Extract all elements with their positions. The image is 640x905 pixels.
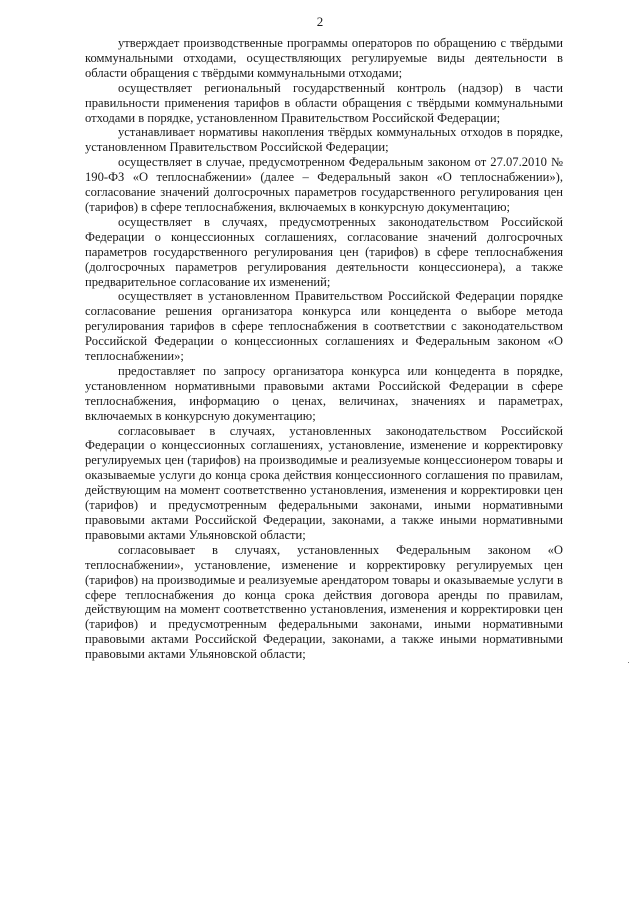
scan-speck: [628, 662, 629, 663]
paragraph-1: утверждает производственные программы операторов по обращению с твёрдыми коммунальными отходами, осуществляющих регулируемые виды деятельности в области обращения с твёрдыми коммунальными отходами;: [85, 36, 563, 80]
paragraph-8: согласовывает в случаях, установленных законодательством Российской Федерации о концессионных соглашениях, установление, изменение и корректировку регулируемых цен (тарифов) на производимые и реализуемые концессионером товары и оказываемые услуги до конца срока действия концессионного соглашения по правилам, действующим на момент соответственно установления, изменения и корректировки цен (тарифов) и предусмотренным федеральными законами, иными нормативными правовыми актами Российской Федерации, законами, а также иными нормативными правовыми актами Ульяновской области;: [85, 423, 563, 542]
paragraph-3: устанавливает нормативы накопления твёрдых коммунальных отходов в порядке, установленном Правительством Российской Федерации;: [85, 125, 563, 155]
paragraph-4: осуществляет в случае, предусмотренном Федеральным законом от 27.07.2010 № 190-ФЗ «О теплоснабжении» (далее – Федеральный закон «О теплоснабжении»), согласование значений долгосрочных параметров государственного регулирования цен (тарифов) в сфере теплоснабжения, включаемых в конкурсную документацию;: [85, 155, 563, 214]
page-number: 2: [316, 14, 324, 29]
paragraph-7: предоставляет по запросу организатора конкурса или концедента в порядке, установленном нормативными правовыми актами Российской Федерации в сфере теплоснабжения, информацию о ценах, величинах, значениях и параметрах, включаемых в конкурсную документацию;: [85, 363, 563, 423]
document-body: [85, 36, 563, 662]
paragraph-9: согласовывает в случаях, установленных Федеральным законом «О теплоснабжении», установление, изменение и корректировку регулируемых цен (тарифов) на производимые и реализуемые арендатором товары и оказываемые услуги в сфере теплоснабжения до конца срока действия договора аренды по правилам, действующим на момент соответственно установления, изменения и корректировки цен (тарифов) и предусмотренным федеральными законами, иными нормативными правовыми актами Российской Федерации, законами, а также иными нормативными правовыми актами Ульяновской области;: [85, 542, 563, 662]
paragraph-6: осуществляет в установленном Правительством Российской Федерации порядке согласование решения организатора конкурса или концедента о выборе метода регулирования тарифов в сфере теплоснабжения в соответствии с законодательством Российской Федерации о концессионных соглашениях и Федеральным законом «О теплоснабжении»;: [85, 289, 563, 364]
paragraph-5: осуществляет в случаях, предусмотренных законодательством Российской Федерации о концессионных соглашениях, согласование значений долгосрочных параметров государственного регулирования цен (тарифов) в сфере теплоснабжения (долгосрочных параметров регулирования деятельности концессионера), а также предварительное согласование их изменений;: [85, 214, 563, 289]
paragraph-2: осуществляет региональный государственный контроль (надзор) в части правильности применения тарифов в области обращения с твёрдыми коммунальными отходами в порядке, установленном Правительством Российской Федерации;: [85, 80, 563, 125]
